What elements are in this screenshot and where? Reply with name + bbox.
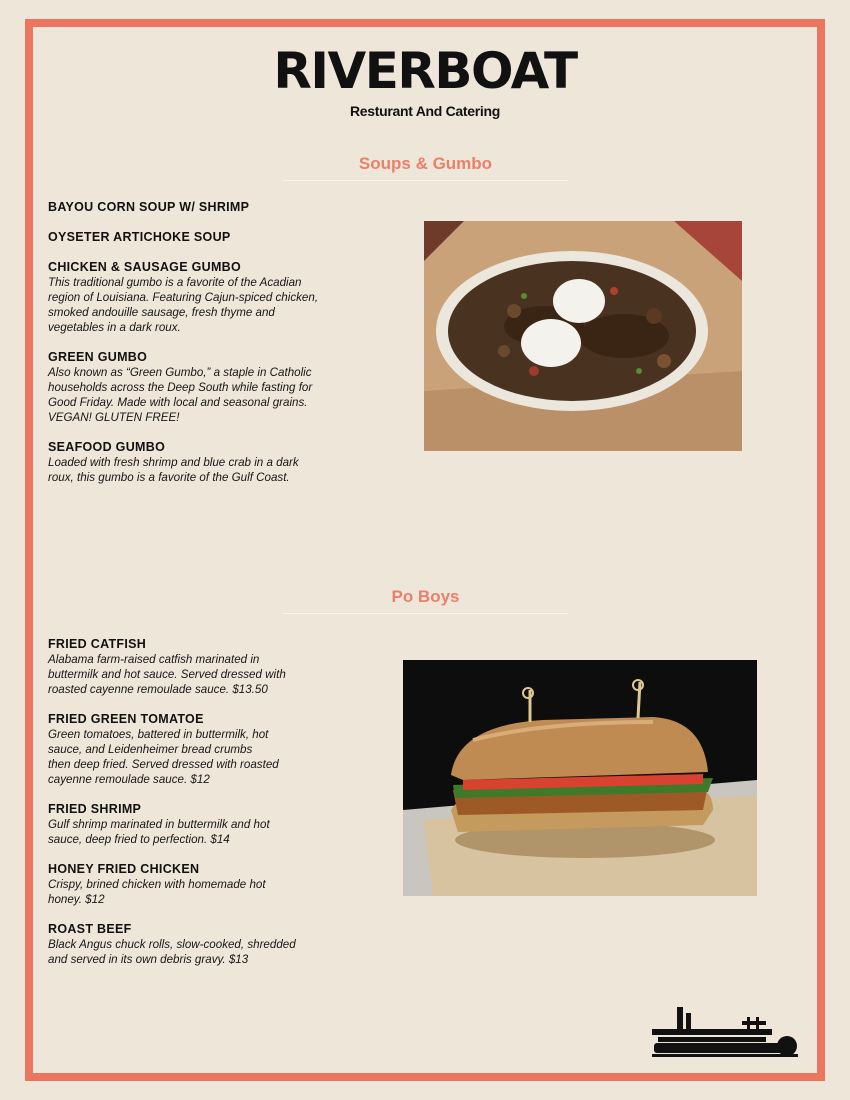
menu-item (48, 637, 296, 697)
item-description: Alabama farm-raised catfish marinated in buttermilk and hot sauce. Served dressed with roasted cayenne remoulade sauce. $13.50 (48, 653, 286, 696)
item-name: GREEN GUMBO (48, 350, 148, 364)
menu-item (48, 200, 318, 215)
soups-list (48, 200, 318, 500)
item-description: Also known as “Green Gumbo,” a staple in Catholic households across the Deep South while fasting for Good Friday. Made with local and seasonal grains. VEGAN! GLUTEN FREE! (48, 366, 313, 424)
item-description: Green tomatoes, battered in buttermilk, hot sauce, and Leidenheimer bread crumbs then deep fried. Served dressed with roasted cayenne remoulade sauce. $12 (48, 728, 279, 786)
menu-item (48, 802, 296, 847)
item-description: Black Angus chuck rolls, slow-cooked, shredded and served in its own debris gravy. $13 (48, 938, 296, 966)
menu-item (48, 922, 296, 967)
item-name: FRIED SHRIMP (48, 802, 142, 816)
menu-item (48, 712, 296, 787)
menu-item (48, 862, 296, 907)
item-name: ROAST BEEF (48, 922, 132, 936)
menu-item (48, 350, 318, 425)
item-name: BAYOU CORN SOUP W/ SHRIMP (48, 200, 250, 214)
gumbo-photo (424, 221, 742, 451)
item-name: FRIED CATFISH (48, 637, 147, 651)
item-description: Crispy, brined chicken with homemade hot honey. $12 (48, 878, 266, 906)
item-name: CHICKEN & SAUSAGE GUMBO (48, 260, 242, 274)
item-name: SEAFOOD GUMBO (48, 440, 166, 454)
item-name: FRIED GREEN TOMATOE (48, 712, 204, 726)
menu-item (48, 230, 318, 245)
restaurant-name: RIVERBOAT (273, 42, 577, 100)
item-name: OYSETER ARTICHOKE SOUP (48, 230, 231, 244)
menu-item (48, 440, 318, 485)
section-heading-po-boys: Po Boys (283, 587, 568, 614)
item-description: This traditional gumbo is a favorite of the Acadian region of Louisiana. Featuring Cajun-spiced chicken, smoked andouille sausage, fresh thyme and vegetables in a dark roux. (48, 276, 319, 334)
menu-item (48, 260, 318, 335)
riverboat-icon (652, 1003, 800, 1063)
item-description: Loaded with fresh shrimp and blue crab in a dark roux, this gumbo is a favorite of the Gulf Coast. (48, 456, 299, 484)
item-name: HONEY FRIED CHICKEN (48, 862, 200, 876)
po-boys-list (48, 637, 296, 982)
item-description: Gulf shrimp marinated in buttermilk and hot sauce, deep fried to perfection. $14 (48, 818, 270, 846)
section-heading-soups: Soups & Gumbo (283, 154, 568, 181)
restaurant-tagline: Resturant And Catering (349, 103, 500, 119)
po-boy-photo (403, 660, 757, 896)
